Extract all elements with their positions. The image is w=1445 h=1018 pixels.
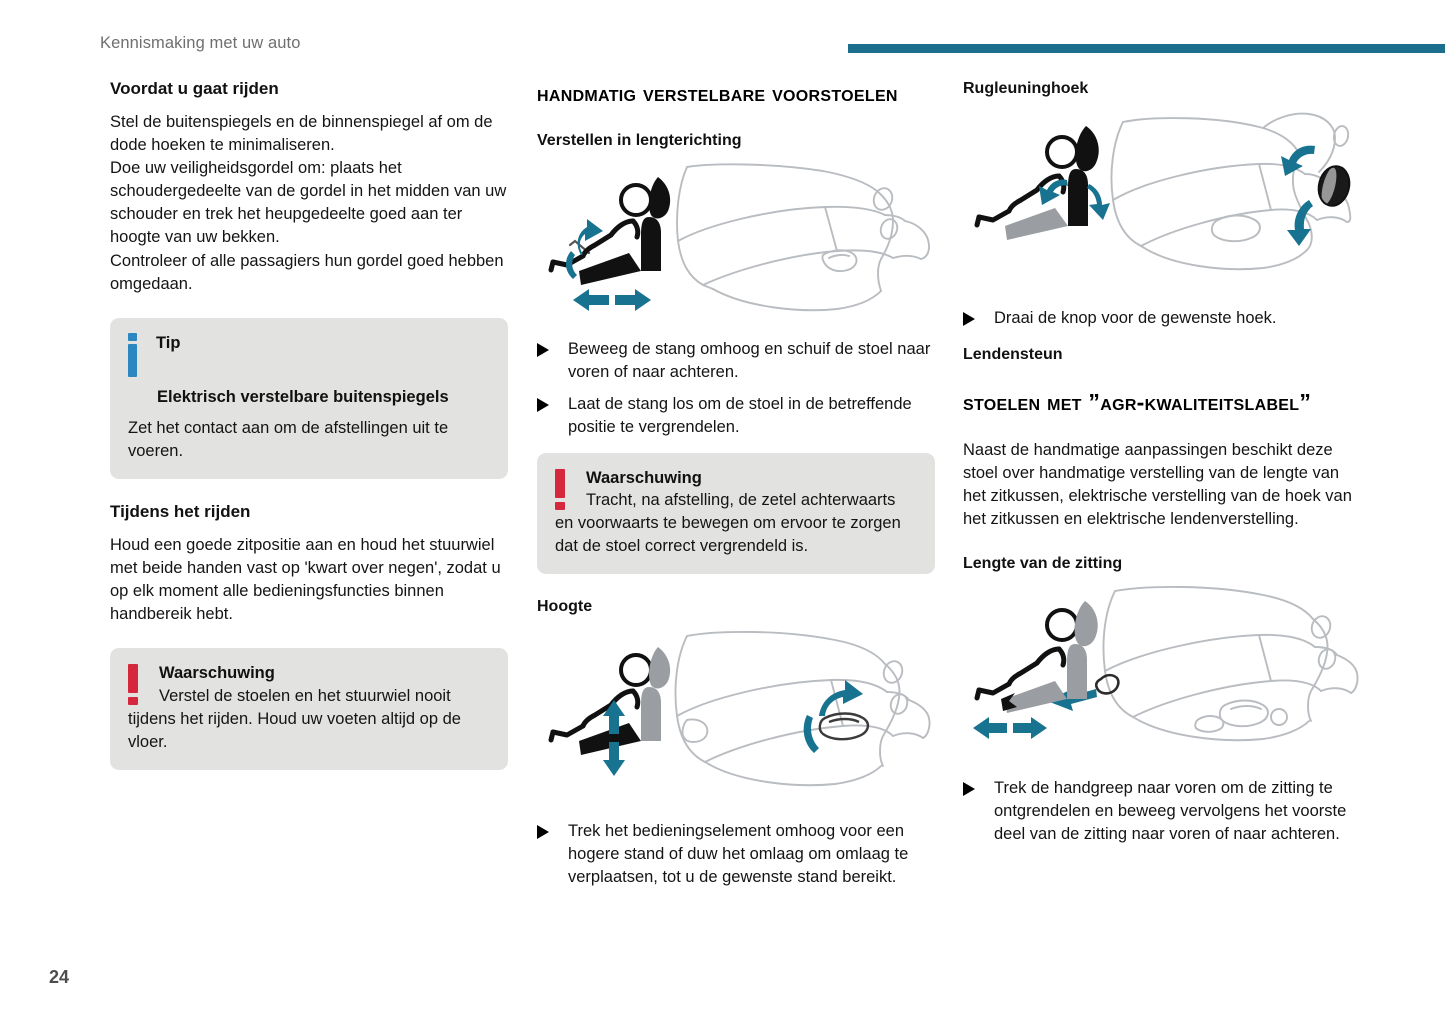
list-item-text: Beweeg de stang omhoog en schuif de stoel naar voren of naar achteren. [568, 340, 931, 382]
paragraph-mirrors: Stel de buitenspiegels en de binnenspiegel af om de dode hoeken te minimaliseren. [110, 112, 493, 155]
list-item [537, 338, 935, 384]
warning-text-rest-middle: en voorwaarts te bewegen om ervoor te zorgen dat de stoel correct vergrendeld is. [555, 514, 901, 556]
seat-pictogram [977, 126, 1099, 240]
subheading-lengthwise-adjustment: Verstellen in lengterichting [537, 131, 742, 149]
subheading-seat-cushion-length: Lengte van de zitting [963, 555, 1123, 573]
header-accent-rule [848, 44, 1445, 53]
left-column [110, 78, 508, 770]
figure-backrest-angle [963, 108, 1361, 293]
arrow-cushion-length-teal [973, 717, 1047, 739]
arrow-knob-rotate-teal [1281, 145, 1315, 245]
paragraph-passengers: Controleer of alle passagiers hun gordel goed hebben omgedaan. [110, 251, 504, 293]
warning-title-middle: Waarschuwing [586, 468, 702, 487]
triangle-bullet-icon [537, 398, 549, 412]
seat-pictogram [551, 647, 670, 755]
page-number: 24 [49, 967, 70, 987]
warning-text-first-line-left: Verstel de stoelen en het stuurwiel nooit [159, 686, 451, 705]
arrow-fore-aft-teal [573, 289, 651, 311]
figure-seat-fore-aft [537, 159, 935, 324]
list-item-text: Trek de handgreep naar voren om de zitting te ontgrendelen en beweeg vervolgens het voorste deel van de zitting naar voren of naar achteren. [994, 778, 1347, 844]
subheading-height: Hoogte [537, 598, 593, 616]
seat-pictogram [977, 601, 1098, 713]
info-icon [128, 332, 137, 377]
warning-text-first-line-middle: Tracht, na afstelling, de zetel achterwaarts [586, 490, 896, 509]
warning-icon [128, 664, 138, 705]
warning-callout-box-middle [537, 453, 935, 575]
triangle-bullet-icon [537, 825, 549, 839]
warning-callout-box-left [110, 648, 508, 770]
section-heading-manual-front-seats: handmatig verstelbare voorstoelen [537, 80, 898, 106]
list-item [537, 393, 935, 439]
warning-icon [555, 469, 565, 510]
middle-column [537, 78, 935, 889]
list-item [963, 307, 1361, 330]
paragraph-seatbelt: Doe uw veiligheidsgordel om: plaats het schoudergedeelte van de gordel in het midden van uw schouder en trek het heupgedeelte goed aan ter hoogte van uw bekken. [110, 159, 507, 247]
subheading-lumbar-support: Lendensteun [963, 345, 1063, 363]
figure-seat-cushion-length [963, 583, 1361, 763]
running-header-title: Kennismaking met uw auto [100, 34, 301, 52]
triangle-bullet-icon [963, 782, 975, 796]
figure-seat-height [537, 626, 935, 806]
list-item-text: Trek het bedieningselement omhoog voor een hogere stand of duw het omlaag om omlaag te verplaatsen, tot u de gewenste stand bereikt. [568, 821, 909, 887]
bullet-list-seat-length [963, 777, 1361, 846]
bullet-list-height [537, 820, 935, 889]
tip-title: Tip [156, 333, 181, 352]
tip-body: Zet het contact aan om de afstellingen uit te voeren. [128, 418, 449, 461]
subheading-backrest-angle: Rugleuninghoek [963, 80, 1089, 97]
right-column [963, 78, 1361, 846]
section-heading-agr-seats: stoelen met ”agr-kwaliteitslabel” [963, 389, 1312, 416]
heading-while-driving: Tijdens het rijden [110, 502, 251, 522]
bullet-list-lengthwise [537, 338, 935, 438]
paragraph-driving-position: Houd een goede zitpositie aan en houd het stuurwiel met beide handen vast op 'kwart over negen', zodat u op elk moment alle bedieningsfuncties binnen handbereik hebt. [110, 536, 501, 624]
tip-subtitle: Elektrisch verstelbare buitenspiegels [157, 387, 449, 406]
bullet-list-backrest [963, 307, 1361, 330]
triangle-bullet-icon [963, 312, 975, 326]
heading-before-driving: Voordat u gaat rijden [110, 79, 279, 98]
list-item [537, 820, 935, 889]
list-item-text: Draai de knop voor de gewenste hoek. [994, 308, 1277, 327]
tip-callout-box [110, 318, 508, 479]
triangle-bullet-icon [537, 343, 549, 357]
list-item [963, 777, 1361, 846]
paragraph-agr-description: Naast de handmatige aanpassingen beschikt deze stoel over handmatige verstelling van de lengte van het zitkussen, elektrische verstelling van de hoek van het zitkussen en elektrische lendenverstelling. [963, 441, 1352, 529]
warning-text-rest-left: tijdens het rijden. Houd uw voeten altijd op de vloer. [128, 709, 461, 751]
list-item-text: Laat de stang los om de stoel in de betreffende positie te vergrendelen. [568, 394, 912, 436]
warning-title-left: Waarschuwing [159, 664, 275, 683]
